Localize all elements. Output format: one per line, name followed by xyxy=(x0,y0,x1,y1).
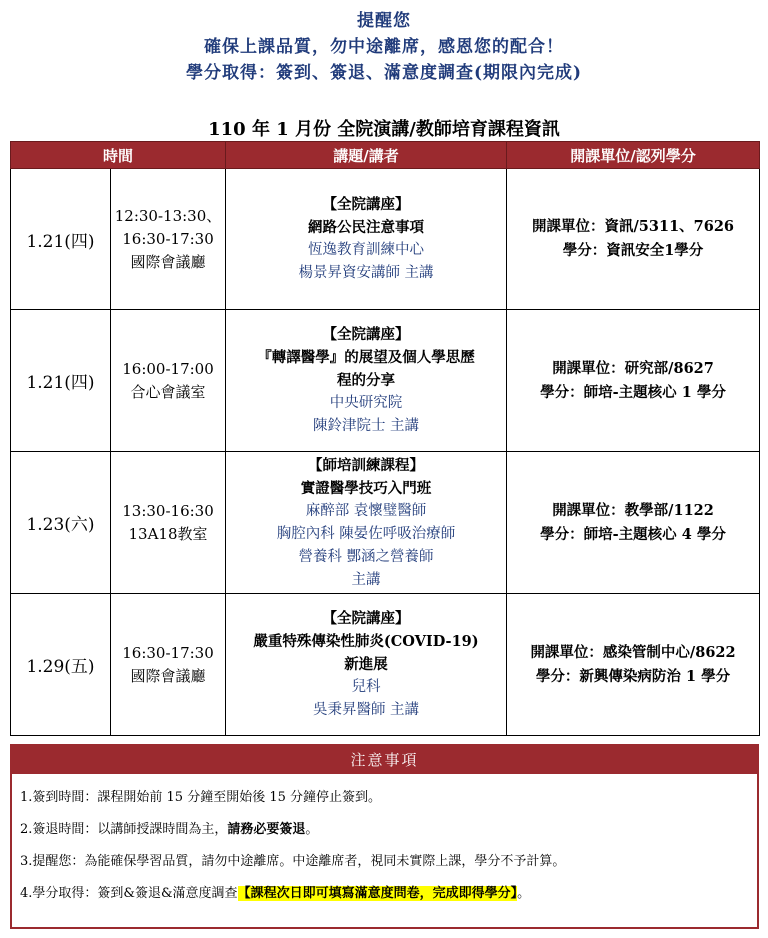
venue: 合心會議室 xyxy=(130,382,206,401)
time-line: 13:30-16:30 xyxy=(122,501,214,520)
note-text: 。 xyxy=(517,886,531,901)
page-title: 110 年 1 月份 全院演講/教師培育課程資訊 xyxy=(208,119,560,140)
speaker-name: 胸腔內科 陳晏佐呼吸治療師 xyxy=(276,525,456,542)
course-unit: 開課單位：資訊/5311、7626 xyxy=(532,218,735,235)
course-title: 嚴重特殊傳染性肺炎(COVID-19) xyxy=(253,633,479,650)
note-text: 4.學分取得：簽到&簽退&滿意度調查 xyxy=(20,886,238,901)
time-line: 16:00-17:00 xyxy=(122,359,214,378)
column-header-unit: 開課單位/認列學分 xyxy=(507,142,760,169)
course-title: 程的分享 xyxy=(337,372,396,389)
course-table xyxy=(10,141,760,736)
course-date: 1.21(四) xyxy=(11,310,111,452)
venue: 13A18教室 xyxy=(128,524,208,543)
venue: 國際會議廳 xyxy=(130,252,206,271)
course-unit-credit xyxy=(507,169,760,310)
column-header-time: 時間 xyxy=(11,142,226,169)
course-title: 新進展 xyxy=(344,656,388,673)
course-time-venue xyxy=(111,594,226,736)
notes-body xyxy=(12,774,757,910)
course-category: 【全院講座】 xyxy=(322,326,410,343)
course-unit: 開課單位：教學部/1122 xyxy=(552,501,714,519)
course-category: 【師培訓練課程】 xyxy=(308,456,425,474)
course-topic xyxy=(226,310,507,452)
note-emphasis: 請務必要簽退 xyxy=(227,822,306,837)
time-line: 16:30-17:30 xyxy=(122,643,214,662)
time-line: 12:30-13:30、 xyxy=(114,206,222,225)
table-row xyxy=(11,594,760,736)
course-credit: 學分：新興傳染病防治 1 學分 xyxy=(535,667,731,685)
course-topic xyxy=(226,594,507,736)
note-highlight: 【課程次日即可填寫滿意度問卷，完成即得學分】 xyxy=(237,886,518,901)
time-line: 16:30-17:30 xyxy=(122,229,214,248)
course-unit-credit xyxy=(507,594,760,736)
course-time-venue xyxy=(111,310,226,452)
note-text: 。 xyxy=(305,822,319,837)
speaker-name: 吳秉昇醫師 主講 xyxy=(312,702,420,718)
speaker-org: 恆逸教育訓練中心 xyxy=(308,242,425,258)
course-date: 1.21(四) xyxy=(11,169,111,310)
reminder-line-2: 確保上課品質，勿中途離席，感恩您的配合！ xyxy=(204,37,564,57)
note-text: 2.簽退時間：以講師授課時間為主， xyxy=(20,822,228,837)
table-header-row xyxy=(11,142,760,169)
reminder-line-1: 提醒您 xyxy=(357,11,411,31)
course-credit: 學分：師培-主題核心 4 學分 xyxy=(540,525,726,543)
course-unit: 開課單位：感染管制中心/8622 xyxy=(530,643,736,661)
table-row xyxy=(11,310,760,452)
course-unit-credit xyxy=(507,310,760,452)
speaker-org: 中央研究院 xyxy=(329,395,403,411)
course-title: 網路公民注意事項 xyxy=(308,219,425,236)
note-item: 3.提醒您：為能確保學習品質，請勿中途離席。中途離席者，視同未實際上課，學分不予計算。 xyxy=(20,854,566,869)
course-credit: 學分：師培-主題核心 1 學分 xyxy=(540,383,726,401)
speaker-suffix: 主講 xyxy=(351,571,381,588)
course-topic xyxy=(226,452,507,594)
column-header-topic: 講題/講者 xyxy=(226,142,507,169)
course-title: 實證醫學技巧入門班 xyxy=(300,479,432,497)
course-category: 【全院講座】 xyxy=(322,196,410,213)
table-row xyxy=(11,169,760,310)
course-time-venue xyxy=(111,452,226,594)
speaker-name: 營養科 酆涵之營養師 xyxy=(298,548,434,565)
table-row xyxy=(11,452,760,594)
course-title: 『轉譯醫學』的展望及個人學思歷 xyxy=(257,349,475,366)
course-topic xyxy=(226,169,507,310)
reminder-line-3: 學分取得：簽到、簽退、滿意度調查(期限內完成) xyxy=(185,63,583,83)
course-category: 【全院講座】 xyxy=(322,610,410,627)
venue: 國際會議廳 xyxy=(130,666,206,685)
course-date: 1.29(五) xyxy=(11,594,111,736)
course-credit: 學分：資訊安全1學分 xyxy=(562,242,704,259)
notes-panel xyxy=(10,744,759,929)
notes-heading: 注意事項 xyxy=(12,746,757,774)
speaker-name: 陳鈴津院士 主講 xyxy=(312,418,420,434)
note-item xyxy=(20,878,749,910)
reminder-header xyxy=(0,8,768,86)
speaker-org: 兒科 xyxy=(351,679,381,695)
course-unit: 開課單位：研究部/8627 xyxy=(552,359,714,377)
course-unit-credit xyxy=(507,452,760,594)
note-item xyxy=(20,814,749,846)
note-item: 1.簽到時間：課程開始前 15 分鐘至開始後 15 分鐘停止簽到。 xyxy=(20,790,382,805)
course-time-venue xyxy=(111,169,226,310)
course-date: 1.23(六) xyxy=(11,452,111,594)
speaker-name: 楊景昇資安講師 主講 xyxy=(298,265,434,281)
speaker-name: 麻醉部 袁懷璧醫師 xyxy=(305,502,427,519)
